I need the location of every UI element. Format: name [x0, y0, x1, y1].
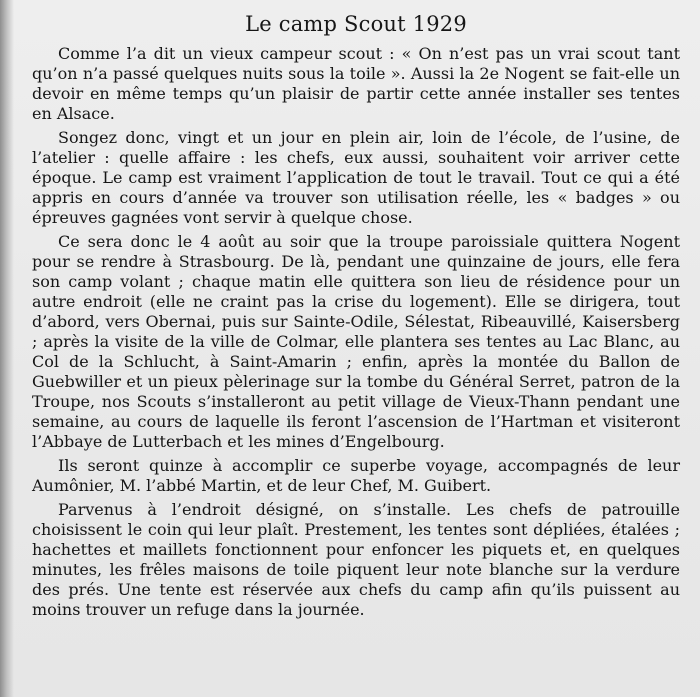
paragraph-intro: Comme l’a dit un vieux campeur scout : « On n’est pas un vrai scout tant qu’on n’a passé quelques nuits sous la toile ». Aussi la 2e Nogent se fait-elle un devoir en même temps qu’un plaisir de partir cette année installer ses tentes en Alsace. — [32, 44, 680, 123]
paragraph-itinerary: Ce sera donc le 4 août au soir que la troupe paroissiale quittera Nogent pour se rendre à Strasbourg. De là, pendant une quinzaine de jours, elle fera son camp volant ; chaque matin elle quittera son lieu de résidence pour un autre endroit (elle ne craint pas la crise du logement). Elle se dirigera, tout d’abord, vers Obernai, puis sur Sainte-Odile, Sélestat, Ribeauvillé, Kaisersberg ; après la visite de la ville de Colmar, elle plantera ses tentes au Lac Blanc, au Col de la Schlucht, à Saint-Amarin ; enfin, après la montée du Ballon de Guebwiller et un pieux pèlerinage sur la tombe du Général Serret, patron de la Troupe, nos Scouts s’installeront au petit village de Vieux-Thann pendant une semaine, au cours de laquelle ils feront l’ascension de l’Hartman et visiteront l’Abbaye de Lutterbach et les mines d’Engelbourg. — [32, 232, 680, 451]
article-title: Le camp Scout 1929 — [245, 12, 467, 36]
paragraph-participants: Ils seront quinze à accomplir ce superbe voyage, accompagnés de leur Aumônier, M. l’abbé Martin, et de leur Chef, M. Guibert. — [32, 456, 680, 495]
paragraph-installation: Parvenus à l’endroit désigné, on s’installe. Les chefs de patrouille choisissent le coin qui leur plaît. Prestement, les tentes sont dépliées, étalées ; hachettes et maillets fonctionnent pour enfoncer les piquets et, en quelques minutes, les frêles maisons de toile piquent leur note blanche sur la verdure des prés. Une tente est réservée aux chefs du camp afin qu’ils puissent au moins trouver un refuge dans la journée. — [32, 500, 680, 619]
page-edge-shadow — [0, 0, 14, 697]
article-body — [32, 44, 680, 620]
paragraph-camp-life: Songez donc, vingt et un jour en plein air, loin de l’école, de l’usine, de l’atelier : quelle affaire : les chefs, eux aussi, souhaitent voir arriver cette époque. Le camp est vraiment l’application de tout le travail. Tout ce qui a été appris en cours d’année va trouver son utilisation réelle, les « badges » ou épreuves gagnées vont servir à quelque chose. — [32, 128, 680, 227]
